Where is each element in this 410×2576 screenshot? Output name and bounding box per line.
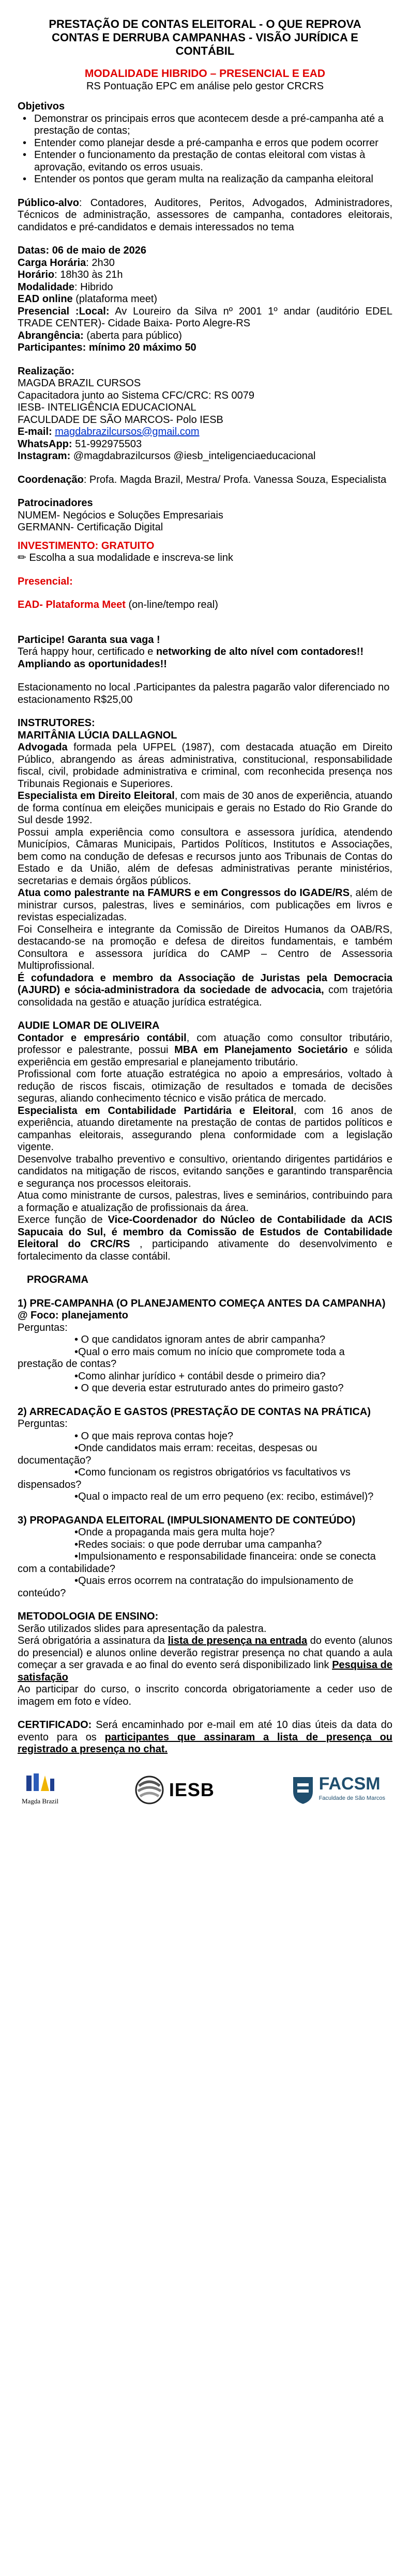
program-question: • O que deveria estar estruturado antes do primeiro gasto? <box>74 1383 344 1394</box>
instructor2-bio: Profissional com forte atuação estratégica no apoio a empresários, voltado à redução de riscos fiscais, otimização de resultados e tomada de decisões seguras, aliando conhecimento técnico e visão prática de mercado. <box>18 1069 392 1104</box>
sponsors-heading: Patrocinadores <box>18 497 93 509</box>
program-question: •Qual o impacto real de um erro pequeno (ex: recibo, estimável)? <box>74 1491 374 1502</box>
ead-link-line: EAD- Plataforma Meet (on-line/tempo real) <box>18 599 218 610</box>
participants-limit: Participantes: mínimo 20 máximo 50 <box>18 342 196 353</box>
objective-item: • Entender os pontos que geram multa na realização da campanha eleitoral <box>31 174 392 186</box>
methodology-heading: METODOLOGIA DE ENSINO: <box>18 1611 159 1622</box>
instructor2-bio: Exerce função de Vice-Coordenador do Núcleo de Contabilidade da ACIS Sapucaia do Sul, é membro da Comissão de Estudos de Contabilidade Eleitoral do CRC/RS , participando ativamente do desenvolvimento e fortalecimento da classe contábil. <box>18 1214 392 1262</box>
magda-brazil-mark-icon <box>24 1772 56 1794</box>
realization-heading: Realização: <box>18 365 75 377</box>
program-questions-label: Perguntas: <box>18 1418 68 1430</box>
audience-label: Público-alvo <box>18 197 79 209</box>
program-section2-title: 2) ARRECADAÇÃO E GASTOS (PRESTAÇÃO DE CONTAS NA PRÁTICA) <box>18 1406 371 1418</box>
instructor2-bio: Especialista em Contabilidade Partidária e Eleitoral, com 16 anos de experiência, atuando diretamente na prestação de contas de partidos políticos e campanhas eleitorais, assegurando plena conformidade com a legislação vigente. <box>18 1105 392 1153</box>
coordination: Coordenação: Profa. Magda Brazil, Mestra/ Profa. Vanessa Souza, Especialista <box>18 474 387 485</box>
program-question: •Onde candidatos mais erram: receitas, despesas ou documentação? <box>18 1442 317 1466</box>
facsm-wordmark: FACSM <box>318 1773 381 1794</box>
certificate-paragraph: CERTIFICADO: Será encaminhado por e-mail em até 10 dias úteis da data do evento para os participantes que assinaram a lista de presença ou registrado a presença no chat. <box>18 1719 393 1755</box>
objectives-list <box>18 113 392 186</box>
ead-link-label[interactable]: EAD- Plataforma Meet <box>18 599 126 610</box>
investment-note: ✏ Escolha a sua modalidade e inscreva-se link <box>18 552 233 563</box>
epc-subtitle: RS Pontuação EPC em análise pelo gestor CRCRS <box>86 81 324 92</box>
methodology-text: Serão utilizados slides para apresentação da palestra. <box>18 1623 267 1635</box>
instructor1-bio: Foi Conselheira e integrante da Comissão de Direitos Humanos da OAB/RS, destacando-se na promoção e defesa de direitos fundamentais, e também Consultora e assessora jurídica do CAMP – Centro de Assessoria Multiprofissional. <box>18 923 392 971</box>
email-line: E-mail: magdabrazilcursos@gmail.com <box>18 426 200 437</box>
event-title-line1: PRESTAÇÃO DE CONTAS ELEITORAL - O QUE REPROVA <box>49 18 361 30</box>
audience-text: : Contadores, Auditores, Peritos, Advogados, Administradores, Técnicos de administração, assessores de campanha, contadores eleitorais, candidatos e pré-candidatos e demais interessados no tema <box>18 197 392 233</box>
program-section1-title: 1) PRE-CAMPANHA (O PLANEJAMENTO COMEÇA ANTES DA CAMPANHA) <box>18 1297 386 1309</box>
parking-note: Estacionamento no local .Participantes da palestra pagarão valor diferenciado no estacionamento R$25,00 <box>18 682 390 705</box>
instructor2-bio: Contador e empresário contábil, com atuação como consultor tributário, professor e palestrante, possui MBA em Planejamento Societário e sólida experiência em gestão empresarial e planejamento tributário. <box>18 1032 393 1068</box>
schedule: Horário: 18h30 às 21h <box>18 269 123 280</box>
methodology-text: Ao participar do curso, o inscrito concorda obrigatoriamente a ceder uso de imagem em foto e vídeo. <box>18 1684 392 1707</box>
sponsor-item: NUMEM- Negócios e Soluções Empresariais <box>18 509 223 521</box>
instructor1-bio: Possui ampla experiência como consultora e assessora jurídica, atendendo Municípios, Câmaras Municipais, Partidos Políticos, Institutos e Associações, bem como na condução de defesas e recursos junto aos Tribunais de Contas do Estado e da União, além de defesas administrativas perante ministérios, secretarias e demais órgãos públicos. <box>18 826 392 887</box>
instagram-line: Instagram: @magdabrazilcursos @iesb_inteligenciaeducacional <box>18 450 316 462</box>
objectives-heading: Objetivos <box>18 101 65 112</box>
realization-line: MAGDA BRAZIL CURSOS <box>18 378 141 389</box>
instructor1-bio: É cofundadora e membro da Associação de Juristas pela Democracia (AJURD) e sócia-administradora da sociedade de advocacia, com trajetória consolidada na gestão e atuação jurídica estratégica. <box>18 972 392 1008</box>
program-question: •Como funcionam os registros obrigatórios vs facultativos vs dispensados? <box>18 1467 351 1490</box>
instructor1-bio: Especialista em Direito Eleitoral, com mais de 30 anos de experiência, atuando de forma contínua em eleições municipais e gerais no Estado do Rio Grande do Sul desde 1992. <box>18 790 392 826</box>
investment-heading: INVESTIMENTO: GRATUITO <box>18 540 155 552</box>
program-question: • O que candidatos ignoram antes de abrir campanha? <box>74 1334 326 1345</box>
program-heading: PROGRAMA <box>27 1274 88 1285</box>
workload: Carga Horária: 2h30 <box>18 257 115 269</box>
program-question: •Onde a propaganda mais gera multa hoje? <box>74 1527 275 1538</box>
instructor1-bio: Atua como palestrante na FAMURS e em Congressos do IGADE/RS, além de ministrar cursos, palestras, lives e seminários, com publicações em livros e revistas especializadas. <box>18 887 393 923</box>
objective-item: • Demonstrar os principais erros que acontecem desde a pré-campanha até a prestação de contas; <box>31 113 392 137</box>
facsm-logo <box>291 1775 385 1805</box>
modality-heading: MODALIDADE HIBRIDO – PRESENCIAL E EAD <box>84 68 326 80</box>
iesb-wordmark: IESB <box>169 1779 215 1800</box>
presencial-link-label[interactable]: Presencial: <box>18 575 73 587</box>
realization-line: FACULDADE DE SÃO MARCOS- Polo IESB <box>18 414 223 426</box>
instructor2-bio: Desenvolve trabalho preventivo e consultivo, orientando dirigentes partidários e candidatos na mitigação de riscos, evitando sanções e garantindo transparência e segurança nos processos eleitorais. <box>18 1153 392 1189</box>
instructor1-bio: Advogada formada pela UFPEL (1987), com destacada atuação em Direito Público, abrangendo as áreas administrativa, constitucional, responsabilidade fiscal, civil, probidade administrativa e criminal, com reconhecida presença nos Tribunais Regionais e Superiores. <box>18 742 392 790</box>
program-section3-title: 3) PROPAGANDA ELEITORAL (IMPULSIONAMENTO DE CONTEÚDO) <box>18 1514 356 1526</box>
facsm-subtitle: Faculdade de São Marcos <box>318 1795 385 1801</box>
iesb-globe-icon <box>135 1776 164 1804</box>
program-question: •Como alinhar jurídico + contábil desde o primeiro dia? <box>74 1370 326 1382</box>
logo-strip <box>18 1769 392 1811</box>
program-question: •Qual o erro mais comum no início que compromete toda a prestação de contas? <box>18 1346 345 1370</box>
iesb-logo <box>135 1776 215 1804</box>
program-questions-label: Perguntas: <box>18 1322 68 1333</box>
event-title-line2: CONTAS E DERRUBA CAMPANHAS - VISÃO JURÍDICA E <box>52 31 358 44</box>
instructor1-name: MARITÂNIA LÚCIA DALLAGNOL <box>18 729 177 741</box>
instructors-heading: INSTRUTORES: <box>18 717 95 729</box>
scope: Abrangência: (aberta para público) <box>18 329 182 341</box>
participate-heading: Participe! Garanta sua vaga ! <box>18 634 160 646</box>
event-date: Datas: 06 de maio de 2026 <box>18 245 147 256</box>
realization-line: IESB- INTELIGÊNCIA EDUCACIONAL <box>18 402 196 413</box>
magda-brazil-logo <box>22 1772 58 1808</box>
facsm-shield-icon <box>291 1775 315 1805</box>
sponsor-item: GERMANN- Certificação Digital <box>18 522 163 533</box>
satisfaction-survey-link[interactable]: Pesquisa de satisfação <box>18 1659 393 1683</box>
ead-online: EAD online (plataforma meet) <box>18 293 158 305</box>
instructor2-bio: Atua como ministrante de cursos, palestras, lives e seminários, contribuindo para a formação e atualização de profissionais da área. <box>18 1190 392 1214</box>
whatsapp-line: WhatsApp: 51-992975503 <box>18 438 142 450</box>
instructor2-name: AUDIE LOMAR DE OLIVEIRA <box>18 1020 160 1031</box>
objective-item: • Entender como planejar desde a pré-campanha e erros que podem ocorrer <box>31 137 392 150</box>
program-question: •Redes sociais: o que pode derrubar uma campanha? <box>74 1538 322 1550</box>
objective-item: • Entender o funcionamento da prestação de contas eleitoral com vistas à aprovação, evitando os erros usuais. <box>31 149 392 174</box>
program-section1-focus: @ Foco: planejamento <box>18 1310 128 1321</box>
venue: Presencial :Local: Av Loureiro da Silva nº 2001 1º andar (auditório EDEL TRADE CENTER)- Cidade Baixa- Porto Alegre-RS <box>18 305 392 329</box>
program-question: •Impulsionamento e responsabilidade financeira: onde se conecta com a contabilidade? <box>18 1551 376 1575</box>
methodology-text: Será obrigatória a assinatura da lista de presença na entrada do evento (alunos do presencial) e alunos online deverão registrar presença no chat quando a aula começar a ser gravada e ao final do evento será disponibilizado link Pesquisa de satisfação <box>18 1635 393 1683</box>
audience-paragraph <box>18 197 392 234</box>
participate-text: Terá happy hour, certificado e networking de alto nível com contadores!! Ampliando as oportunidades!! <box>18 646 364 670</box>
event-title-line3: CONTÁBIL <box>175 44 235 57</box>
email-link[interactable]: magdabrazilcursos@gmail.com <box>55 426 200 437</box>
program-question: • O que mais reprova contas hoje? <box>74 1430 234 1442</box>
modality: Modalidade: Hibrido <box>18 281 113 293</box>
program-question: •Quais erros ocorrem na contratação do impulsionamento de conteúdo? <box>18 1575 354 1599</box>
magda-brazil-caption: Magda Brazil <box>22 1797 59 1805</box>
realization-line: Capacitadora junto ao Sistema CFC/CRC: RS 0079 <box>18 389 254 401</box>
